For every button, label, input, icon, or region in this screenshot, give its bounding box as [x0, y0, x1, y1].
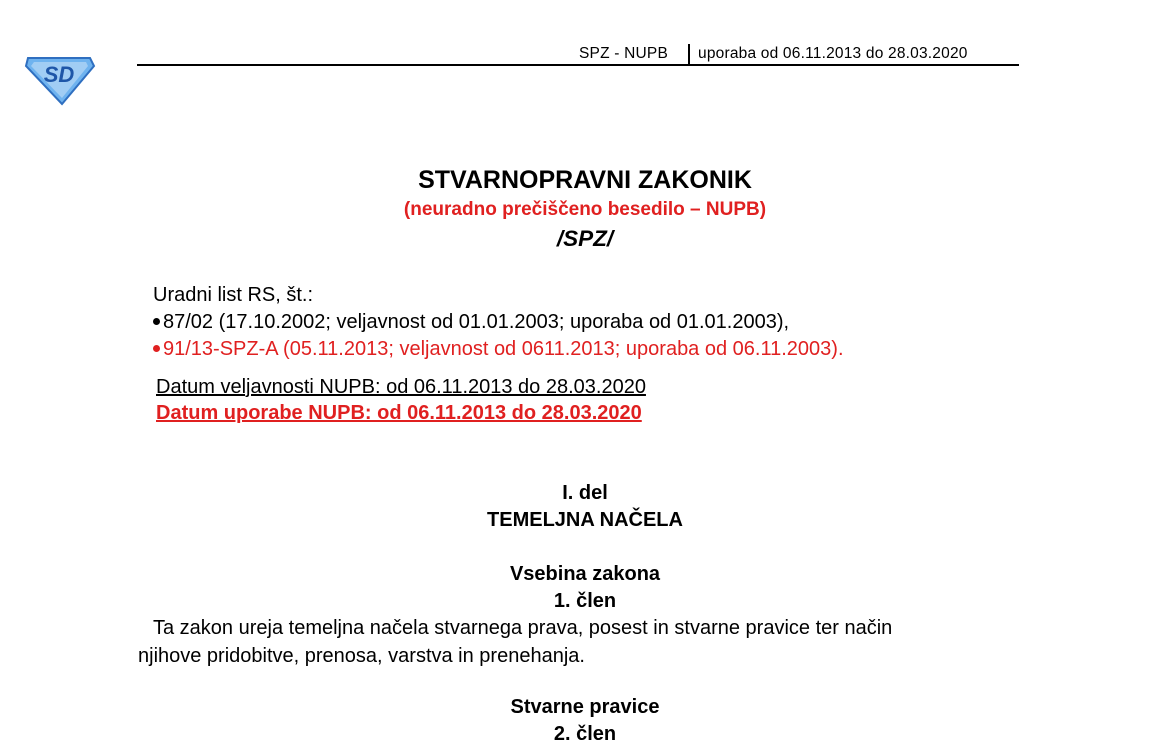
- document-subtitle: (neuradno prečiščeno besedilo – NUPB): [403, 199, 767, 220]
- gazette-item-amendment: [153, 338, 844, 361]
- doc-code: SPZ - NUPB: [579, 45, 668, 62]
- section-heading: Stvarne pravice: [510, 696, 660, 718]
- bullet-icon: [153, 318, 160, 325]
- validity-date: Datum veljavnosti NUPB: od 06.11.2013 do 28.03.2020: [156, 376, 646, 398]
- article-text: Ta zakon ureja temeljna načela stvarnega prava, posest in stvarne pravice ter način: [153, 617, 893, 639]
- gazette-item-text: 87/02 (17.10.2002; veljavnost od 01.01.2003; uporaba od 01.01.2003),: [163, 311, 790, 333]
- article-number: 2. člen: [553, 723, 617, 745]
- header-rule: [137, 64, 1019, 66]
- document-title: STVARNOPRAVNI ZAKONIK: [418, 166, 752, 194]
- document-abbreviation: /SPZ/: [556, 226, 614, 251]
- part-number: I. del: [562, 482, 608, 504]
- usage-date: Datum uporabe NUPB: od 06.11.2013 do 28.03.2020: [156, 402, 642, 424]
- gazette-item: [153, 311, 789, 334]
- logo: [22, 48, 96, 106]
- part-name: TEMELJNA NAČELA: [487, 509, 683, 531]
- article-number: 1. člen: [553, 590, 617, 612]
- logo-text: SD: [43, 62, 75, 87]
- section-heading: Vsebina zakona: [509, 563, 661, 585]
- usage-period: uporaba od 06.11.2013 do 28.03.2020: [698, 45, 968, 62]
- article-text-continued: njihove pridobitve, prenosa, varstva in prenehanja.: [138, 645, 585, 667]
- gazette-item-text: 91/13-SPZ-A (05.11.2013; veljavnost od 0611.2013; uporaba od 06.11.2003).: [163, 338, 844, 360]
- header-separator: [688, 44, 690, 65]
- bullet-icon: [153, 345, 160, 352]
- gazette-label: Uradni list RS, št.:: [153, 284, 314, 306]
